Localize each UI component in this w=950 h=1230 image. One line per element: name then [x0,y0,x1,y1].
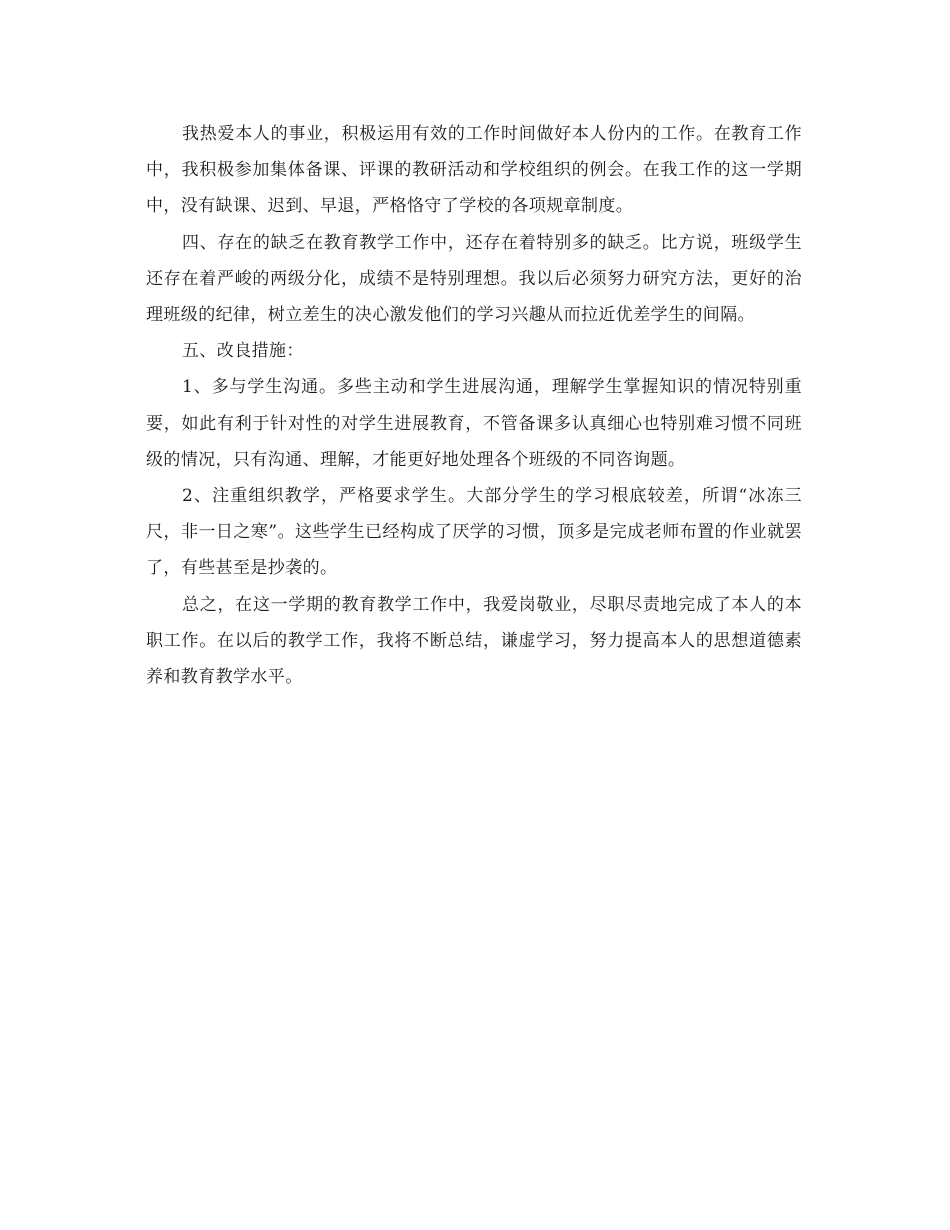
paragraph-measure-organization: 2、注重组织教学，严格要求学生。大部分学生的学习根底较差，所谓“冰冻三尺，非一日之寒”。这些学生已经构成了厌学的习惯，顶多是完成老师布置的作业就罢了，有些甚至是抄袭的。 [146,486,802,579]
paragraph-conclusion: 总之，在这一学期的教育教学工作中，我爱岗敬业，尽职尽责地完成了本人的本职工作。在以后的教学工作，我将不断总结，谦虚学习，努力提高本人的思想道德素养和教育教学水平。 [146,594,802,688]
document-body [146,116,802,695]
paragraph-measure-communication: 1、多与学生沟通。多些主动和学生进展沟通，理解学生掌握知识的情况特别重要，如此有利于针对性的对学生进展教育，不管备课多认真细心也特别难习惯不同班级的情况，只有沟通、理解，才能更好地处理各个班级的不同咨询题。 [146,377,802,470]
paragraph-shortcomings: 四、存在的缺乏在教育教学工作中，还存在着特别多的缺乏。比方说，班级学生还存在着严峻的两级分化，成绩不是特别理想。我以后必须努力研究方法，更好的治理班级的纪律，树立差生的决心激发他们的学习兴趣从而拉近优差学生的间隔。 [146,232,802,326]
paragraph-dedication: 我热爱本人的事业，积极运用有效的工作时间做好本人份内的工作。在教育工作中，我积极参加集体备课、评课的教研活动和学校组织的例会。在我工作的这一学期中，没有缺课、迟到、早退，严格恪守了学校的各项规章制度。 [146,124,802,217]
heading-improvement-measures: 五、改良措施： [182,341,304,362]
